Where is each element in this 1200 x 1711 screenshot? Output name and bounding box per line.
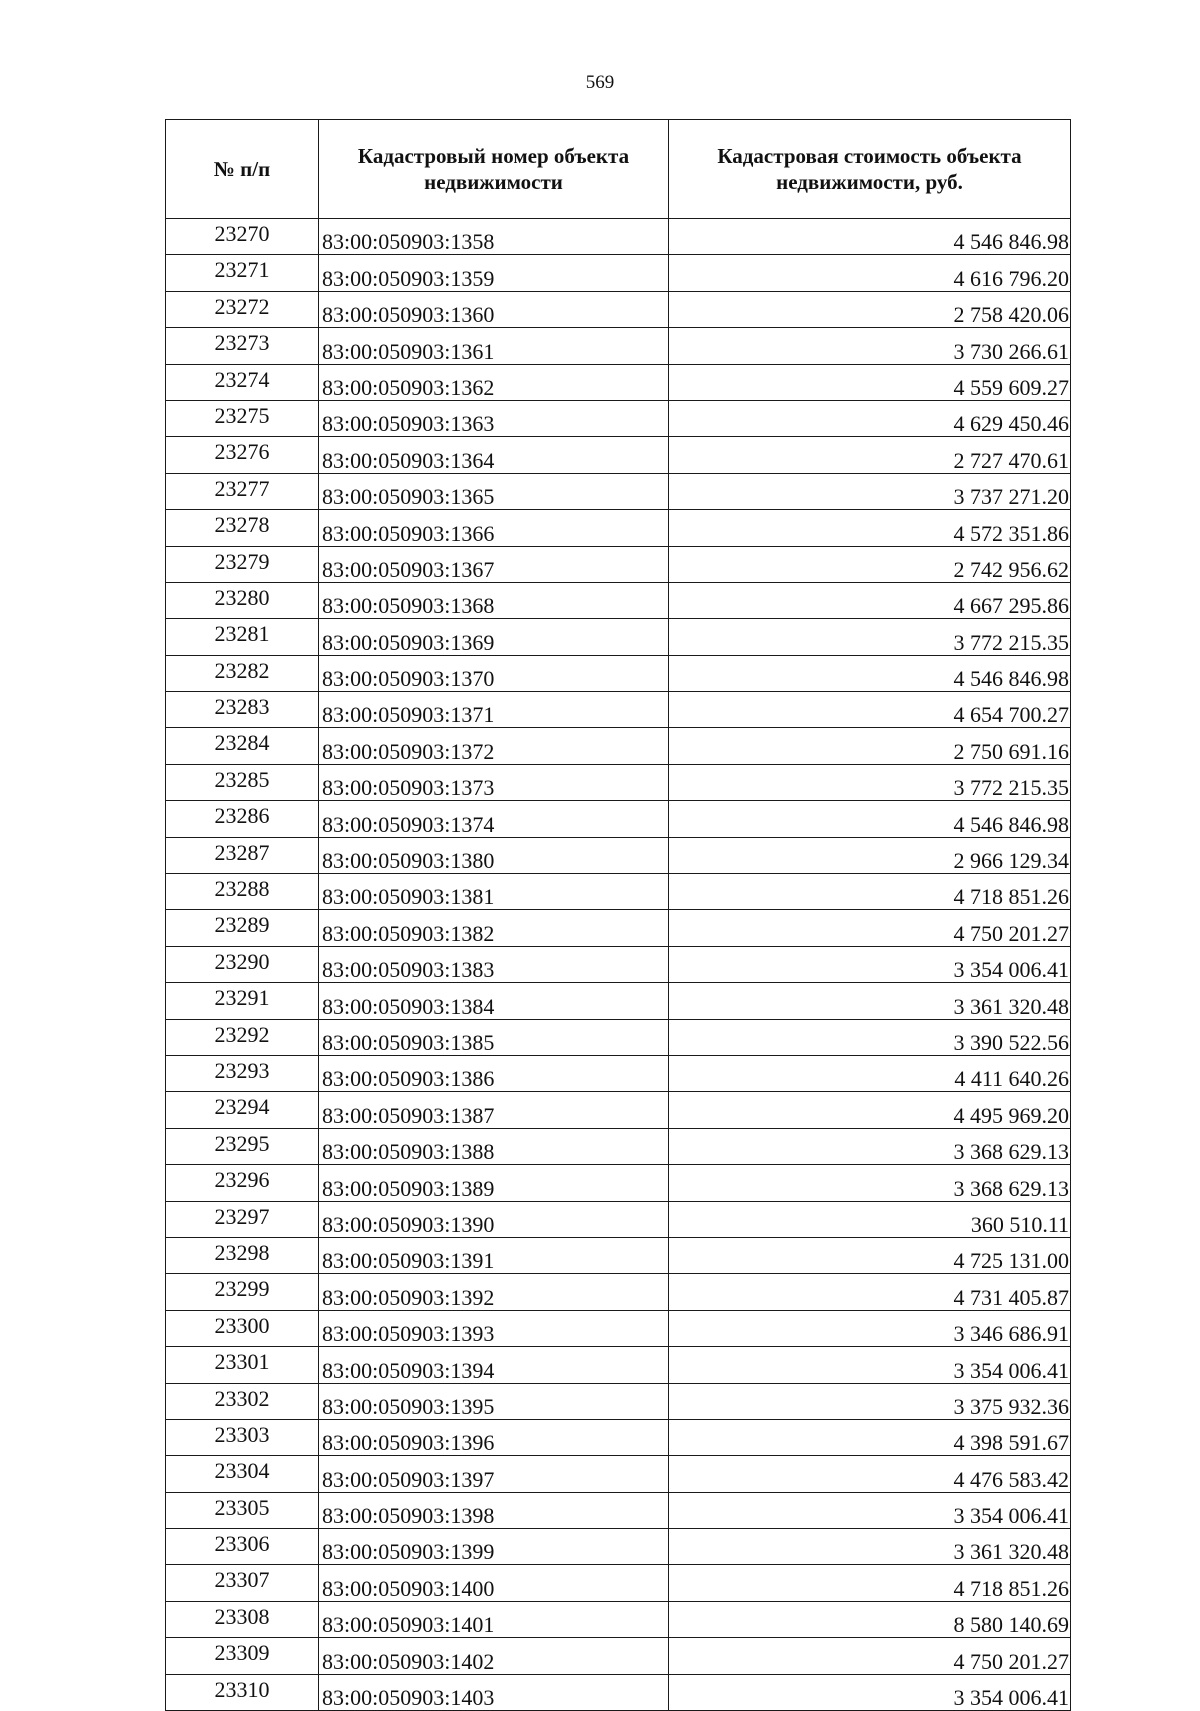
cadastral-value-cell: 4 476 583.42 (669, 1456, 1071, 1492)
table-row (166, 1274, 1071, 1310)
table-row (166, 1092, 1071, 1128)
cadastral-number-cell: 83:00:050903:1361 (319, 328, 669, 364)
cadastral-number-cell: 83:00:050903:1401 (319, 1601, 669, 1637)
row-number-cell: 23310 (166, 1674, 319, 1710)
row-number-cell: 23297 (166, 1201, 319, 1237)
row-number-cell: 23302 (166, 1383, 319, 1419)
table-row (166, 473, 1071, 509)
cadastral-value-cell: 4 731 405.87 (669, 1274, 1071, 1310)
row-number-cell: 23279 (166, 546, 319, 582)
cadastral-number-cell: 83:00:050903:1367 (319, 546, 669, 582)
table-row (166, 364, 1071, 400)
cadastral-value-cell: 4 629 450.46 (669, 400, 1071, 436)
row-number-cell: 23306 (166, 1529, 319, 1565)
row-number-cell: 23308 (166, 1601, 319, 1637)
table-row (166, 692, 1071, 728)
row-number-cell: 23294 (166, 1092, 319, 1128)
table-row (166, 546, 1071, 582)
cadastral-number-cell: 83:00:050903:1390 (319, 1201, 669, 1237)
cadastral-number-cell: 83:00:050903:1385 (319, 1019, 669, 1055)
row-number-cell: 23272 (166, 291, 319, 327)
cadastral-value-cell: 3 354 006.41 (669, 946, 1071, 982)
row-number-cell: 23304 (166, 1456, 319, 1492)
cadastral-number-cell: 83:00:050903:1391 (319, 1237, 669, 1273)
cadastral-number-cell: 83:00:050903:1403 (319, 1674, 669, 1710)
row-number-cell: 23286 (166, 801, 319, 837)
table-row (166, 946, 1071, 982)
cadastral-value-cell: 4 750 201.27 (669, 910, 1071, 946)
row-number-cell: 23289 (166, 910, 319, 946)
cadastral-number-cell: 83:00:050903:1373 (319, 764, 669, 800)
row-number-cell: 23298 (166, 1237, 319, 1273)
table-row (166, 255, 1071, 291)
cadastral-number-cell: 83:00:050903:1393 (319, 1310, 669, 1346)
table-header (166, 120, 1071, 219)
header-cadastral-value: Кадастровая стоимость объекта недвижимости, руб. (669, 120, 1071, 219)
table-row (166, 437, 1071, 473)
table-row (166, 291, 1071, 327)
table-row (166, 619, 1071, 655)
cadastral-value-cell: 4 546 846.98 (669, 219, 1071, 255)
table-row (166, 1019, 1071, 1055)
cadastral-number-cell: 83:00:050903:1384 (319, 983, 669, 1019)
cadastral-value-cell: 3 368 629.13 (669, 1128, 1071, 1164)
cadastral-value-cell: 4 718 851.26 (669, 874, 1071, 910)
cadastral-number-cell: 83:00:050903:1362 (319, 364, 669, 400)
row-number-cell: 23276 (166, 437, 319, 473)
cadastral-value-cell: 3 772 215.35 (669, 619, 1071, 655)
cadastral-number-cell: 83:00:050903:1399 (319, 1529, 669, 1565)
cadastral-number-cell: 83:00:050903:1386 (319, 1055, 669, 1091)
page-number: 569 (585, 72, 615, 93)
cadastral-value-cell: 4 654 700.27 (669, 692, 1071, 728)
cadastral-number-cell: 83:00:050903:1366 (319, 510, 669, 546)
cadastral-value-cell: 3 346 686.91 (669, 1310, 1071, 1346)
table-row (166, 219, 1071, 255)
header-cadastral-number: Кадастровый номер объекта недвижимости (319, 120, 669, 219)
table-row (166, 1419, 1071, 1455)
row-number-cell: 23282 (166, 655, 319, 691)
cadastral-value-cell: 4 398 591.67 (669, 1419, 1071, 1455)
row-number-cell: 23292 (166, 1019, 319, 1055)
table-row (166, 1201, 1071, 1237)
table-row (166, 582, 1071, 618)
table-row (166, 1383, 1071, 1419)
cadastral-value-cell: 2 727 470.61 (669, 437, 1071, 473)
row-number-cell: 23296 (166, 1165, 319, 1201)
row-number-cell: 23278 (166, 510, 319, 546)
row-number-cell: 23270 (166, 219, 319, 255)
row-number-cell: 23295 (166, 1128, 319, 1164)
cadastral-value-cell: 2 758 420.06 (669, 291, 1071, 327)
cadastral-number-cell: 83:00:050903:1398 (319, 1492, 669, 1528)
row-number-cell: 23287 (166, 837, 319, 873)
table-row (166, 764, 1071, 800)
cadastral-value-cell: 2 742 956.62 (669, 546, 1071, 582)
cadastral-number-cell: 83:00:050903:1402 (319, 1638, 669, 1674)
cadastral-number-cell: 83:00:050903:1369 (319, 619, 669, 655)
header-row-number: № п/п (166, 120, 319, 219)
cadastral-value-cell: 4 667 295.86 (669, 582, 1071, 618)
cadastral-value-cell: 4 559 609.27 (669, 364, 1071, 400)
cadastral-number-cell: 83:00:050903:1387 (319, 1092, 669, 1128)
table-row (166, 728, 1071, 764)
table-body (166, 219, 1071, 1711)
cadastral-value-cell: 4 616 796.20 (669, 255, 1071, 291)
table-row (166, 1237, 1071, 1273)
row-number-cell: 23288 (166, 874, 319, 910)
table-row (166, 1674, 1071, 1710)
table-row (166, 1492, 1071, 1528)
table-row (166, 837, 1071, 873)
row-number-cell: 23284 (166, 728, 319, 764)
row-number-cell: 23303 (166, 1419, 319, 1455)
cadastral-number-cell: 83:00:050903:1368 (319, 582, 669, 618)
table-row (166, 874, 1071, 910)
table-row (166, 1165, 1071, 1201)
table-row (166, 400, 1071, 436)
row-number-cell: 23285 (166, 764, 319, 800)
cadastral-value-cell: 3 390 522.56 (669, 1019, 1071, 1055)
cadastral-number-cell: 83:00:050903:1364 (319, 437, 669, 473)
cadastral-number-cell: 83:00:050903:1374 (319, 801, 669, 837)
cadastral-number-cell: 83:00:050903:1371 (319, 692, 669, 728)
cadastral-value-cell: 360 510.11 (669, 1201, 1071, 1237)
cadastral-number-cell: 83:00:050903:1363 (319, 400, 669, 436)
cadastral-value-cell: 3 737 271.20 (669, 473, 1071, 509)
cadastral-number-cell: 83:00:050903:1365 (319, 473, 669, 509)
cadastral-value-cell: 4 495 969.20 (669, 1092, 1071, 1128)
table-row (166, 1128, 1071, 1164)
cadastral-value-cell: 4 546 846.98 (669, 801, 1071, 837)
table-row (166, 1529, 1071, 1565)
table-row (166, 801, 1071, 837)
cadastral-number-cell: 83:00:050903:1395 (319, 1383, 669, 1419)
cadastral-number-cell: 83:00:050903:1382 (319, 910, 669, 946)
cadastral-value-cell: 2 750 691.16 (669, 728, 1071, 764)
cadastral-number-cell: 83:00:050903:1370 (319, 655, 669, 691)
table-row (166, 510, 1071, 546)
cadastral-number-cell: 83:00:050903:1389 (319, 1165, 669, 1201)
table-row (166, 1565, 1071, 1601)
table-row (166, 1601, 1071, 1637)
row-number-cell: 23301 (166, 1347, 319, 1383)
cadastral-value-cell: 8 580 140.69 (669, 1601, 1071, 1637)
table-row (166, 1638, 1071, 1674)
cadastral-number-cell: 83:00:050903:1360 (319, 291, 669, 327)
cadastral-value-cell: 4 725 131.00 (669, 1237, 1071, 1273)
row-number-cell: 23274 (166, 364, 319, 400)
row-number-cell: 23283 (166, 692, 319, 728)
cadastral-value-cell: 3 354 006.41 (669, 1674, 1071, 1710)
cadastral-value-cell: 4 750 201.27 (669, 1638, 1071, 1674)
table-row (166, 328, 1071, 364)
cadastral-number-cell: 83:00:050903:1383 (319, 946, 669, 982)
row-number-cell: 23305 (166, 1492, 319, 1528)
cadastral-number-cell: 83:00:050903:1380 (319, 837, 669, 873)
table-row (166, 910, 1071, 946)
cadastral-value-cell: 2 966 129.34 (669, 837, 1071, 873)
table-row (166, 1347, 1071, 1383)
row-number-cell: 23309 (166, 1638, 319, 1674)
cadastral-value-cell: 3 361 320.48 (669, 1529, 1071, 1565)
row-number-cell: 23290 (166, 946, 319, 982)
row-number-cell: 23299 (166, 1274, 319, 1310)
cadastral-value-cell: 3 361 320.48 (669, 983, 1071, 1019)
row-number-cell: 23291 (166, 983, 319, 1019)
table-row (166, 1310, 1071, 1346)
cadastral-value-table (165, 119, 1071, 1711)
row-number-cell: 23293 (166, 1055, 319, 1091)
row-number-cell: 23275 (166, 400, 319, 436)
cadastral-value-cell: 3 354 006.41 (669, 1492, 1071, 1528)
cadastral-value-cell: 3 730 266.61 (669, 328, 1071, 364)
table-row (166, 983, 1071, 1019)
cadastral-value-cell: 3 368 629.13 (669, 1165, 1071, 1201)
row-number-cell: 23277 (166, 473, 319, 509)
cadastral-number-cell: 83:00:050903:1359 (319, 255, 669, 291)
cadastral-value-cell: 3 375 932.36 (669, 1383, 1071, 1419)
row-number-cell: 23271 (166, 255, 319, 291)
row-number-cell: 23273 (166, 328, 319, 364)
cadastral-value-cell: 4 572 351.86 (669, 510, 1071, 546)
cadastral-number-cell: 83:00:050903:1388 (319, 1128, 669, 1164)
cadastral-value-cell: 4 546 846.98 (669, 655, 1071, 691)
cadastral-value-cell: 3 772 215.35 (669, 764, 1071, 800)
cadastral-number-cell: 83:00:050903:1397 (319, 1456, 669, 1492)
row-number-cell: 23281 (166, 619, 319, 655)
cadastral-number-cell: 83:00:050903:1394 (319, 1347, 669, 1383)
row-number-cell: 23300 (166, 1310, 319, 1346)
row-number-cell: 23280 (166, 582, 319, 618)
row-number-cell: 23307 (166, 1565, 319, 1601)
cadastral-value-cell: 3 354 006.41 (669, 1347, 1071, 1383)
cadastral-value-cell: 4 411 640.26 (669, 1055, 1071, 1091)
cadastral-number-cell: 83:00:050903:1381 (319, 874, 669, 910)
cadastral-number-cell: 83:00:050903:1396 (319, 1419, 669, 1455)
cadastral-number-cell: 83:00:050903:1392 (319, 1274, 669, 1310)
cadastral-number-cell: 83:00:050903:1372 (319, 728, 669, 764)
cadastral-value-cell: 4 718 851.26 (669, 1565, 1071, 1601)
table-row (166, 1055, 1071, 1091)
table-row (166, 655, 1071, 691)
cadastral-number-cell: 83:00:050903:1358 (319, 219, 669, 255)
table-row (166, 1456, 1071, 1492)
table-header-row (166, 120, 1071, 219)
cadastral-number-cell: 83:00:050903:1400 (319, 1565, 669, 1601)
